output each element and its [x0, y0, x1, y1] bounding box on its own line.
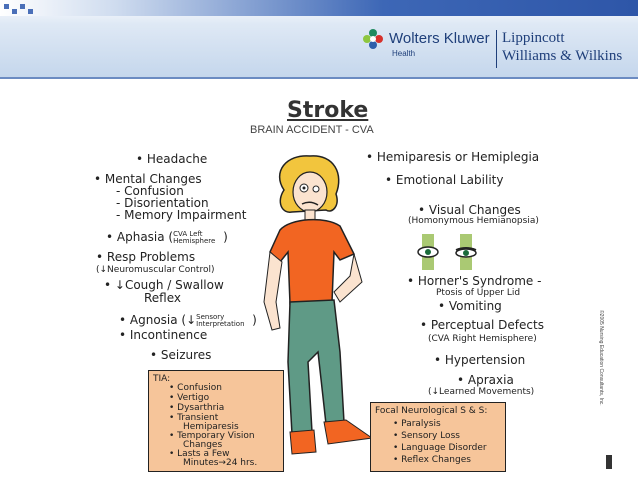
- tia-item: • Confusion: [169, 383, 222, 393]
- figure-title: Stroke: [287, 98, 369, 123]
- top-gradient-bar: [0, 0, 638, 16]
- tia-box: [148, 370, 284, 472]
- symptom-cough-swallow: • ↓Cough / Swallow: [104, 278, 224, 292]
- imprint-line-2: Williams & Wilkins: [502, 48, 623, 64]
- visual-note: (Homonymous Hemianopsia): [408, 216, 539, 226]
- tia-item: • Lasts a Few: [169, 449, 230, 459]
- perceptual-note: (CVA Right Hemisphere): [428, 334, 537, 344]
- symptom-resp-problems: • Resp Problems: [96, 250, 196, 264]
- tia-item: • Vertigo: [169, 393, 210, 403]
- symptom-incontinence: • Incontinence: [119, 328, 208, 342]
- symptom-emotional-lability: • Emotional Lability: [385, 173, 504, 187]
- symptom-hemiparesis: • Hemiparesis or Hemiplegia: [366, 150, 540, 164]
- symptom-reflex: Reflex: [144, 291, 182, 305]
- focal-item: • Paralysis: [393, 419, 441, 429]
- symptom-visual-changes: • Visual Changes: [418, 203, 521, 217]
- agnosia-label: • Agnosia (↓: [119, 313, 197, 327]
- symptom-aphasia: • Aphasia (CVA Left Hemisphere ): [106, 229, 228, 245]
- agnosia-note: Sensory Interpretation: [196, 312, 245, 328]
- figure-subtitle: BRAIN ACCIDENT - CVA: [250, 124, 374, 136]
- tia-item: • Dysarthria: [169, 403, 225, 413]
- decor-square: [28, 9, 33, 14]
- side-credit: ©2005 Nursing Education Consultants, Inc.: [598, 310, 604, 406]
- header-divider: [0, 77, 638, 79]
- publisher-subtitle: Health: [392, 49, 416, 58]
- publisher-name: Wolters Kluwer: [389, 30, 490, 47]
- symptom-mental-changes: • Mental Changes: [94, 172, 202, 186]
- tia-heading: TIA:: [153, 374, 171, 384]
- logo-separator: [496, 30, 497, 68]
- resp-note: (↓Neuromuscular Control): [96, 265, 215, 275]
- tia-item: Minutes→24 hrs.: [183, 458, 258, 468]
- symptom-vomiting: • Vomiting: [438, 299, 502, 313]
- focal-item: • Sensory Loss: [393, 431, 460, 441]
- tia-item: Hemiparesis: [183, 422, 239, 432]
- tia-item: Changes: [183, 440, 223, 450]
- edge-mark: [606, 455, 612, 469]
- decor-square: [20, 4, 25, 9]
- symptom-disorientation: - Disorientation: [116, 196, 209, 210]
- symptom-seizures: • Seizures: [150, 348, 212, 362]
- symptom-apraxia: • Apraxia: [457, 373, 514, 387]
- tia-item: • Transient: [169, 413, 219, 423]
- symptom-agnosia: • Agnosia (↓Sensory Interpretation ): [119, 312, 257, 328]
- tia-item: • Temporary Vision: [169, 431, 255, 441]
- horners-note: Ptosis of Upper Lid: [436, 288, 521, 298]
- focal-item: • Language Disorder: [393, 443, 487, 453]
- decor-square: [12, 9, 17, 14]
- decor-square: [4, 4, 9, 9]
- aphasia-note: CVA Left Hemisphere: [173, 229, 216, 245]
- symptom-confusion: - Confusion: [116, 184, 184, 198]
- symptom-memory-impairment: - Memory Impairment: [116, 208, 247, 222]
- symptom-perceptual-defects: • Perceptual Defects: [420, 318, 544, 332]
- apraxia-note: (↓Learned Movements): [428, 387, 535, 397]
- focal-heading: Focal Neurological S & S:: [375, 406, 488, 416]
- symptom-hypertension: • Hypertension: [434, 353, 526, 367]
- eyes-illustration: [408, 232, 488, 272]
- symptom-horners: • Horner's Syndrome -: [407, 274, 542, 288]
- focal-neuro-box: [370, 402, 506, 472]
- aphasia-label: • Aphasia (: [106, 230, 174, 244]
- symptom-headache: • Headache: [136, 152, 208, 166]
- imprint-line-1: Lippincott: [502, 30, 565, 46]
- wolters-kluwer-logo-icon: [362, 28, 384, 50]
- focal-item: • Reflex Changes: [393, 455, 471, 465]
